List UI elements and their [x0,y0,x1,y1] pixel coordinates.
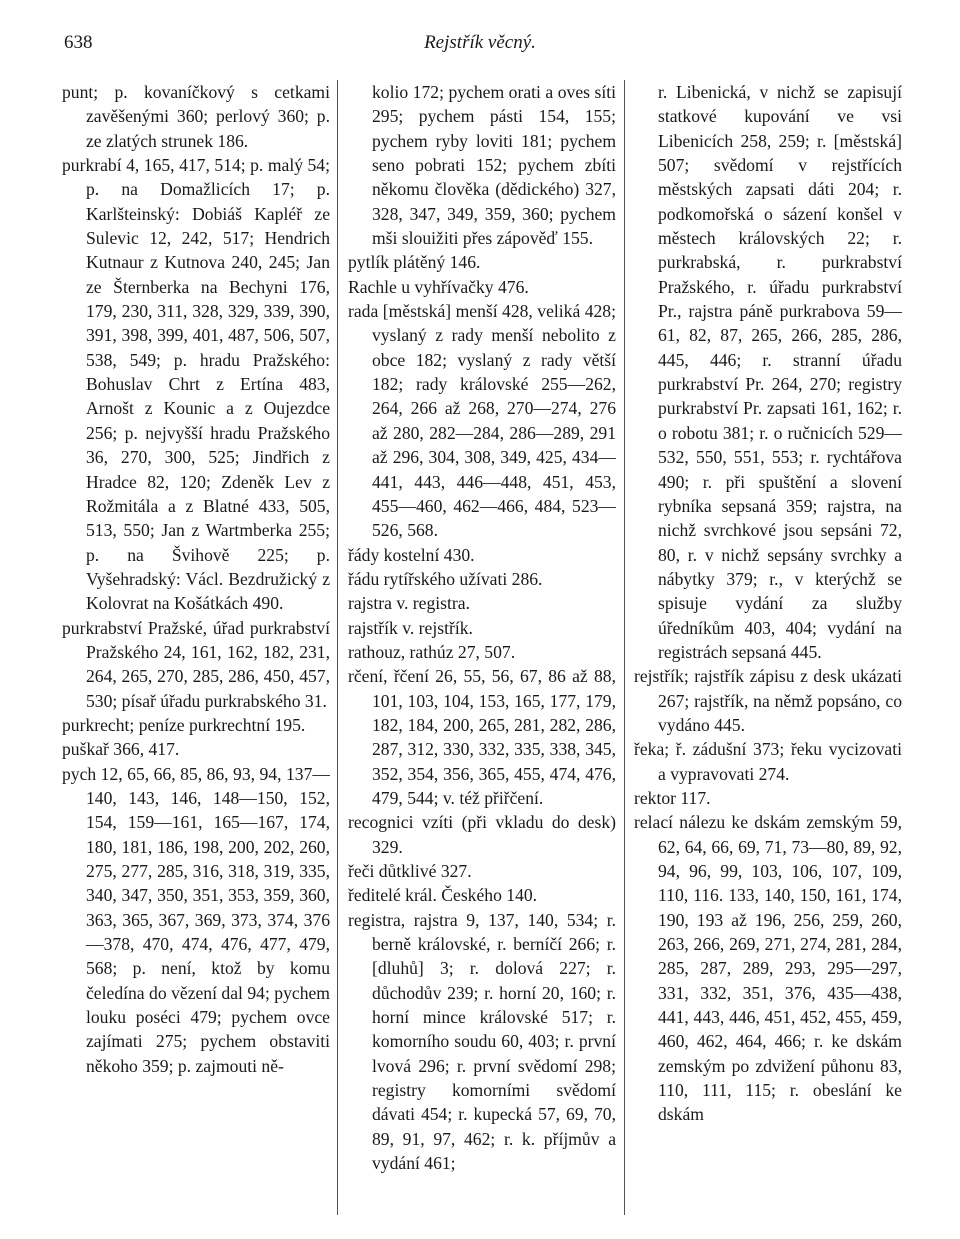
index-entry: purkrabství Pražské, úřad purkrabství Pražského 24, 161, 162, 182, 231, 264, 265, 270, 285, 286, 450, 457, 530; písař úřadu purkrabského 31. [62,617,330,711]
index-entry: rektor 117. [634,787,711,808]
index-entry: rada [městská] menší 428, veliká 428; vyslaný z rady menší nebolito z obce 182; vyslaný z rady větší 182; rady královské 255—262, 264, 266 až 268, 270—274, 276 až 280, 282—284, 286—289, 291 až 296, 304, 308, 349, 425, 434—441, 443, 446—448, 451, 453, 455—460, 462—466, 484, 523—526, 568. [348,301,616,541]
index-entry: Rachle u vyhřívačky 476. [348,276,529,297]
index-column-3 [634,80,902,1220]
index-entry: rčení, řčení 26, 55, 56, 67, 86 až 88, 101, 103, 104, 153, 165, 177, 179, 182, 184, 200, 265, 281, 282, 286, 287, 312, 330, 332, 335, 338, 345, 352, 354, 356, 365, 455, 474, 476, 479, 544; v. též přiřčení. [348,666,616,808]
index-entry: rejstřík; rajstřík zápisu z desk ukázati 267; rajstřík, na němž popsáno, co vydáno 445. [634,666,902,735]
index-entry: řeka; ř. zádušní 373; řeku vycizovati a vypravovati 274. [634,739,902,784]
index-entry-continuation: kolio 172; pychem orati a oves síti 295; pychem pásti 154, 155; pychem ryby loviti 181; pychem seno pobrati 152; pychem zbíti někomu člověka (dědického) 327, 328, 347, 349, 359, 360; pychem mši slouižiti přes zápověď 155. [372,82,616,249]
index-columns [62,80,900,1220]
index-entry: puškař 366, 417. [62,739,180,760]
index-entry: ředitelé král. Českého 140. [348,885,538,906]
index-entry: rajstřík v. rejstřík. [348,617,473,638]
index-entry: registra, rajstra 9, 137, 140, 534; r. berně královské, r. berníčí 266; r. [dluhů] 3; r. dolová 227; r. důchodův 239; r. horní 20, 160; r. horní mince královské 517; r. komorního soudu 60, 403; r. první lvová 296; r. první svědomí 298; registry komorními svědomí dávati 454; r. kupecká 57, 69, 70, 89, 91, 97, 462; r. k. příjmův a vydání 461; [348,909,616,1174]
index-entry: řádu rytířského užívati 286. [348,568,543,589]
index-column-1 [62,80,330,1220]
page-header [64,32,896,58]
index-entry: pytlík plátěný 146. [348,252,481,273]
index-entry: rajstra v. registra. [348,593,470,614]
page-number: 638 [64,32,93,53]
index-entry: recognici vzíti (při vkladu do desk) 329. [348,812,616,857]
index-entry: pych 12, 65, 66, 85, 86, 93, 94, 137—140, 143, 146, 148—150, 152, 154, 159—161, 165—167, 174, 180, 181, 186, 198, 200, 202, 260, 275, 277, 285, 316, 318, 319, 335, 340, 347, 350, 351, 353, 359, 360, 363, 365, 367, 369, 373, 374, 376—378, 470, 474, 476, 477, 479, 568; p. není, ktož by komu čeledína do vězení dal 94; pychem louku poséci 479; pychem ovce zajímati 275; pychem obstaviti někoho 359; p. zajmouti ně- [62,763,330,1076]
index-entry: relací nálezu ke dskám zemským 59, 62, 64, 66, 69, 71, 73—80, 89, 92, 94, 96, 99, 103, 106, 107, 109, 110, 116. 133, 140, 150, 161, 174, 190, 193 až 196, 256, 259, 260, 263, 266, 269, 271, 274, 281, 284, 285, 287, 289, 293, 295—297, 331, 332, 351, 376, 435—438, 441, 443, 446, 451, 452, 455, 459, 460, 462, 464, 466; r. ke dskám zemským po zdvižení půhonu 83, 110, 111, 115; r. obeslání ke dskám [634,812,902,1125]
index-entry: punt; p. kovaníčkový s cetkami zavěšenými 360; perlový 360; p. ze zlatých strunek 186. [62,82,330,151]
index-entry: purkrecht; peníze purkrechtní 195. [62,714,306,735]
index-column-2 [348,80,616,1220]
index-entry: purkrabí 4, 165, 417, 514; p. malý 54; p. na Domažlicích 17; p. Karlšteinský: Dobiáš Kapléř ze Sulevic 12, 242, 517; Hendrich Kutnaur z Kutnova 240, 245; Jan ze Šternberka na Bechyni 176, 179, 230, 311, 328, 329, 339, 390, 391, 398, 399, 401, 487, 506, 507, 538, 549; p. hradu Pražského: Bohuslav Chrt z Ertína 483, Arnošt z Kounic a z Oujezdce 256; p. nejvyšší hradu Pražského 36, 270, 300, 525; Jindřich z Hradce 82, 120; Zdeněk Lev z Rožmitála a z Blatné 433, 505, 513, 550; Jan z Wartmberka 255; p. na Švihově 225; p. Vyšehradský: Václ. Bezdružický z Kolovrat na Košátkách 490. [62,155,330,614]
index-entry: řeči důtklivé 327. [348,861,472,881]
index-entry: rathouz, rathúz 27, 507. [348,641,516,662]
running-title: Rejstřík věcný. [424,32,536,53]
index-entry: řády kostelní 430. [348,544,475,565]
index-entry-continuation: r. Libenická, v nichž se zapisují statkové kupování ve vsi Libenicích 258, 259; r. [městská] 507; svědomí v rejstřících městských zapsati dáti 204; r. podkomořská o sázení konšel v městech královských 22; r. purkrabská, r. purkrabství Pražského, r. úřadu purkrabství Pr., rajstra páně purkrabova 59—61, 82, 87, 265, 266, 285, 286, 445, 446; r. stranní úřadu purkrabství Pr. 264, 270; registry purkrabství Pr. zapsati 161, 162; r. o robotu 381; r. o ručnicích 529—532, 550, 551, 553; r. rychtářova 490; r. při spuštění a slovení rybníka sepsaná 359; rajstra, na nichž svrchkové jsou sepsáni 72, 80, r. v nichž sepsány svrchky a nábytky 379; r., v kterýchž se spisuje vydání za služby úředníkům 403, 404; vydání na registrách sepsaná 445. [658,82,902,662]
